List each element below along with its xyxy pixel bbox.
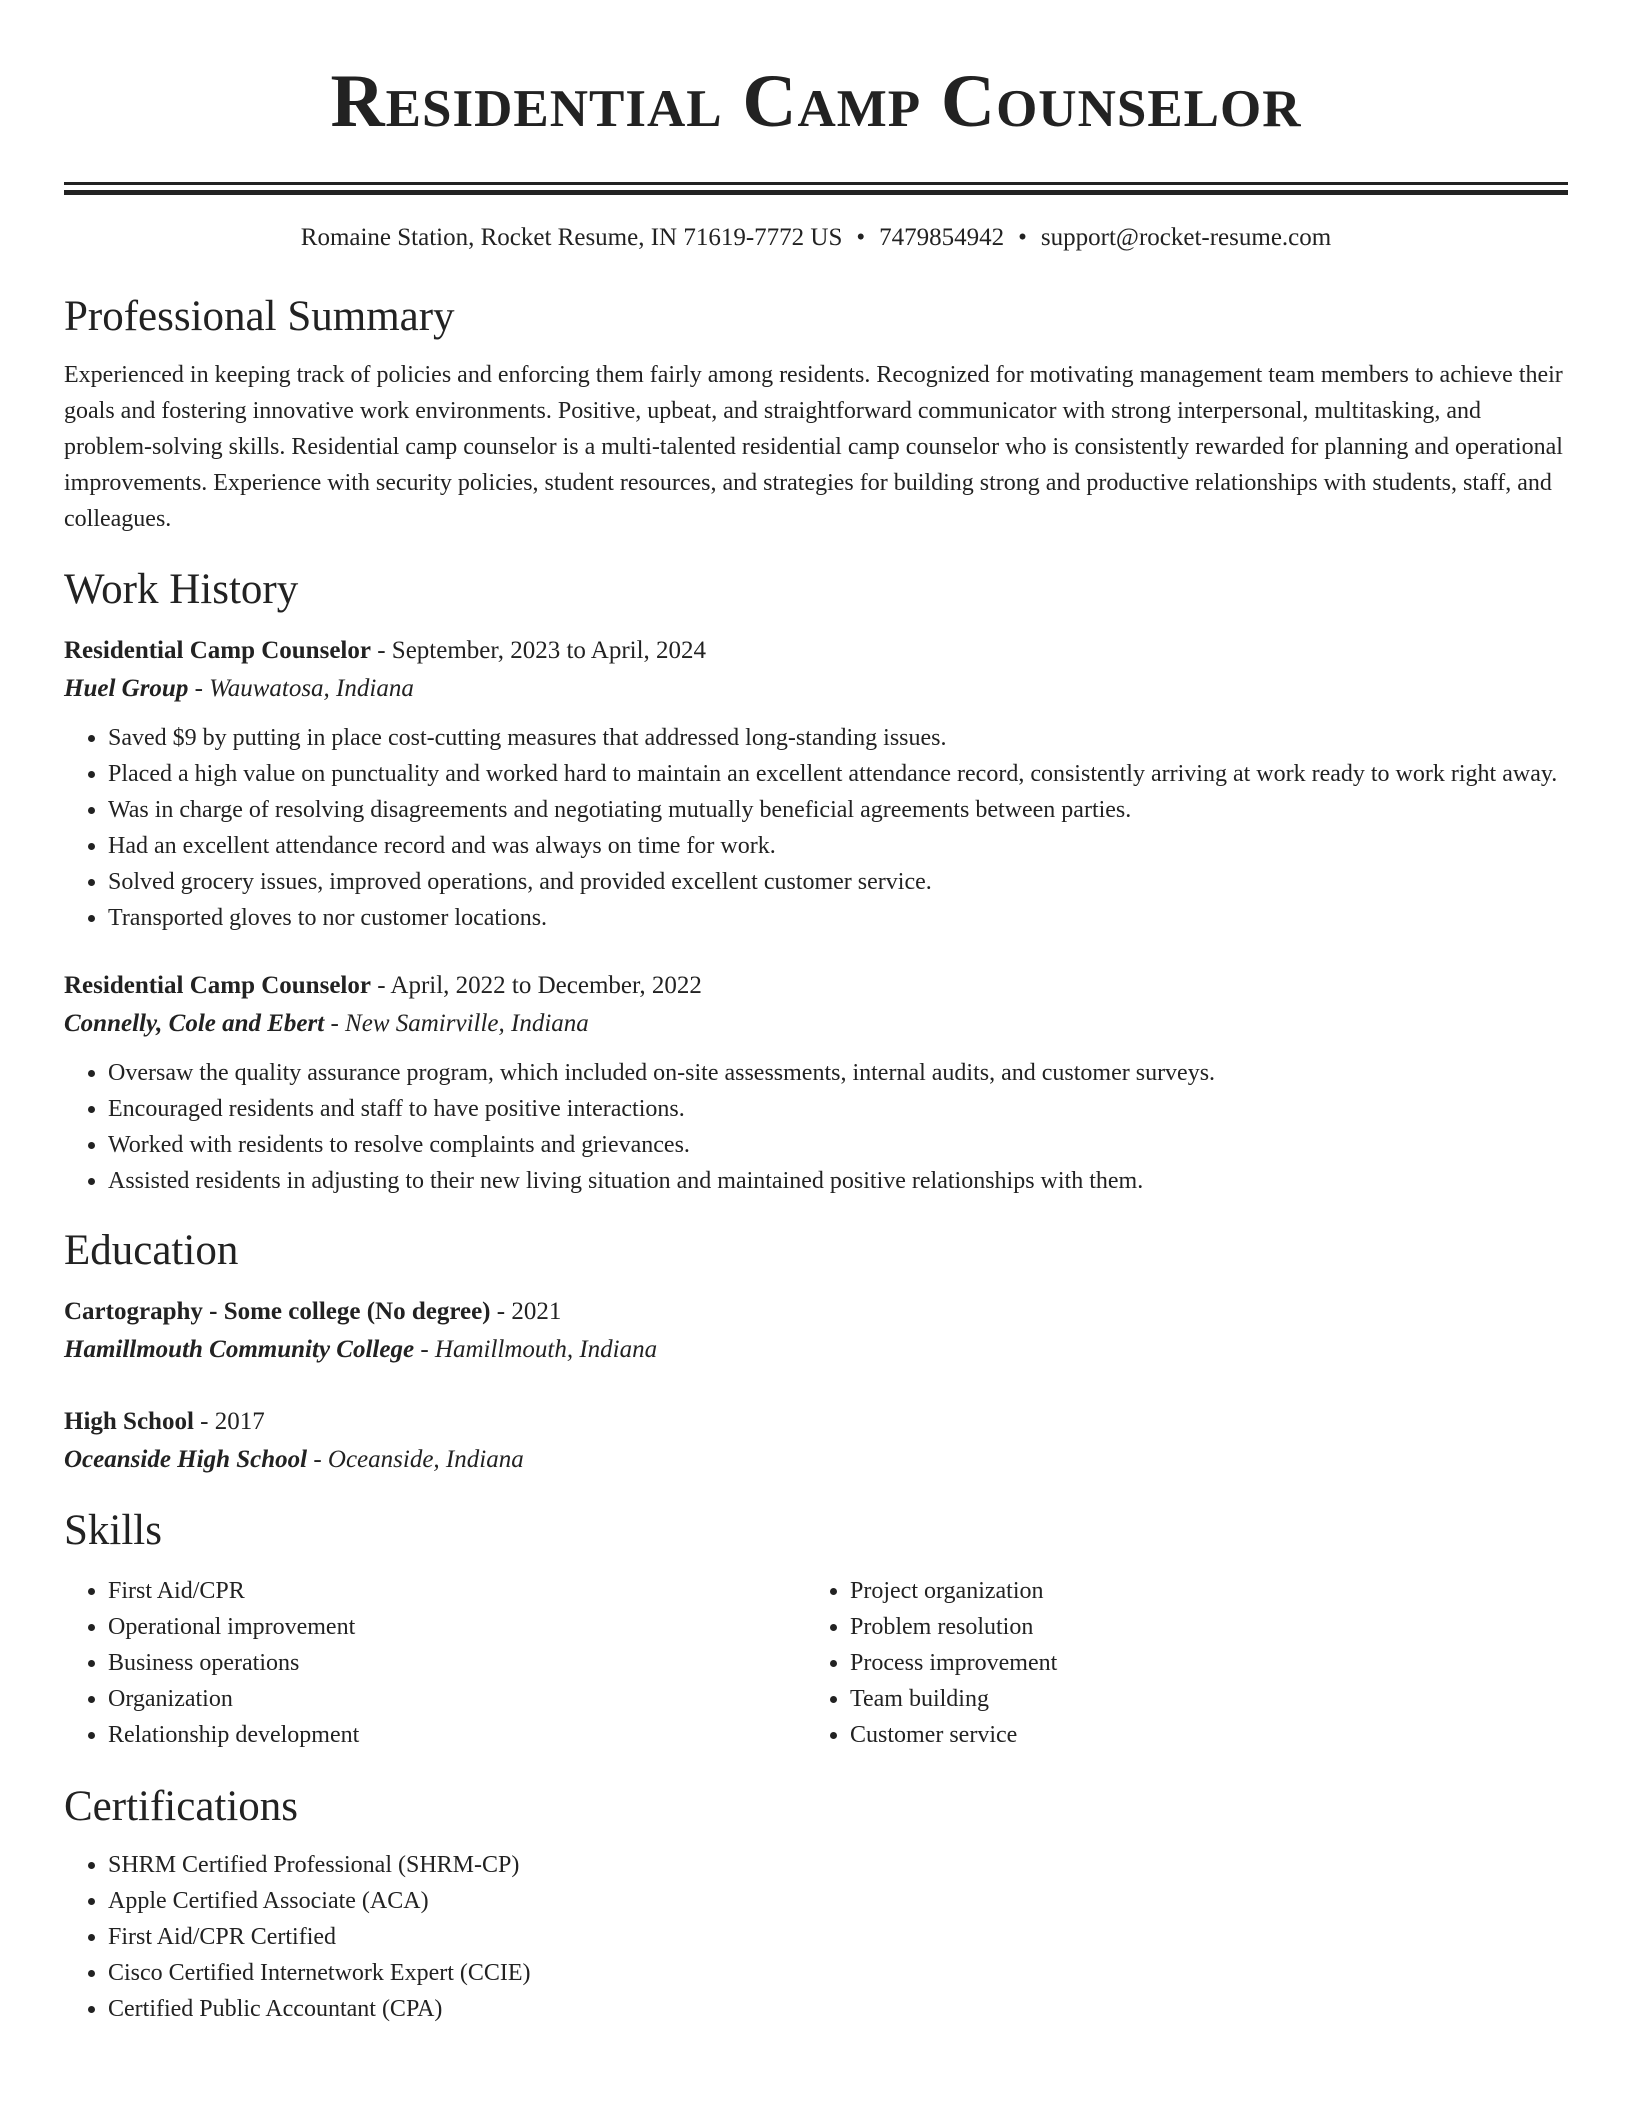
certification-item: • First Aid/CPR Certified	[108, 1919, 1568, 1955]
education-year: - 2017	[193, 1408, 265, 1435]
education-degree-line	[64, 1403, 1568, 1441]
skill-item: • Team building	[850, 1681, 1548, 1717]
education-school-line	[64, 1441, 1568, 1479]
skills-column-right	[806, 1573, 1548, 1753]
job-title-line	[64, 632, 1568, 670]
education-year: - 2021	[490, 1298, 562, 1325]
skill-item: • Relationship development	[108, 1717, 806, 1753]
education-school: Hamillmouth Community College	[64, 1336, 415, 1363]
job-company-line	[64, 1005, 1568, 1043]
skill-item: • Customer service	[850, 1717, 1548, 1753]
work-history-heading: Work History	[64, 566, 299, 613]
education-entry	[64, 1293, 1568, 1369]
contact-separator: •	[856, 224, 866, 251]
certification-item: • SHRM Certified Professional (SHRM-CP)	[108, 1847, 1568, 1883]
skill-item: • Operational improvement	[108, 1609, 806, 1645]
job-bullet: • Oversaw the quality assurance program, which included on-site assessments, internal audits, and customer surveys.	[108, 1055, 1568, 1091]
summary-heading: Professional Summary	[64, 293, 455, 340]
job-company-line	[64, 670, 1568, 708]
education-location: - Oceanside, Indiana	[307, 1446, 524, 1473]
certification-item: • Cisco Certified Internetwork Expert (CCIE)	[108, 1955, 1568, 1991]
resume-name: Residential Camp Counselor	[330, 60, 1302, 143]
job-dates: - April, 2022 to December, 2022	[370, 972, 702, 999]
education-school: Oceanside High School	[64, 1446, 308, 1473]
education-entry	[64, 1403, 1568, 1479]
job-bullet: • Transported gloves to nor customer locations.	[108, 900, 1568, 936]
certifications-list	[64, 1847, 1568, 2027]
job-bullet: • Assisted residents in adjusting to their new living situation and maintained positive relationships with them.	[108, 1163, 1568, 1199]
job-bullet: • Had an excellent attendance record and was always on time for work.	[108, 828, 1568, 864]
job-entry	[64, 967, 1568, 1199]
contact-address: Romaine Station, Rocket Resume, IN 71619-7772 US	[300, 224, 843, 251]
job-title: Residential Camp Counselor	[64, 972, 371, 999]
job-location: - New Samirville, Indiana	[324, 1010, 589, 1037]
education-location: - Hamillmouth, Indiana	[414, 1336, 658, 1363]
contact-email: support@rocket-resume.com	[1040, 224, 1332, 251]
contact-phone: 7479854942	[879, 224, 1005, 251]
skills-heading: Skills	[64, 1507, 162, 1554]
job-company: Connelly, Cole and Ebert	[64, 1010, 325, 1037]
job-title-line	[64, 967, 1568, 1005]
certifications-heading: Certifications	[64, 1783, 299, 1830]
job-bullet: • Solved grocery issues, improved operations, and provided excellent customer service.	[108, 864, 1568, 900]
education-degree: Cartography - Some college (No degree)	[64, 1298, 491, 1325]
certification-item: • Certified Public Accountant (CPA)	[108, 1991, 1568, 2027]
skill-item: • First Aid/CPR	[108, 1573, 806, 1609]
skill-item: • Organization	[108, 1681, 806, 1717]
skills-column-left	[64, 1573, 806, 1753]
job-company: Huel Group	[64, 675, 189, 702]
skill-item: • Process improvement	[850, 1645, 1548, 1681]
summary-text: Experienced in keeping track of policies and enforcing them fairly among residents. Recognized for motivating management team members to achieve their goals and fostering innovative work environments. Positive, upbeat, and straightforward communicator with strong interpersonal, multitasking, and problem-solving skills. Residential camp counselor is a multi-talented residential camp counselor who is consistently rewarded for planning and operational improvements. Experience with security policies, student resources, and strategies for building strong and productive relationships with students, staff, and colleagues.	[64, 362, 1563, 532]
education-degree: High School	[64, 1408, 194, 1435]
job-bullet: • Encouraged residents and staff to have positive interactions.	[108, 1091, 1568, 1127]
header-double-rule	[64, 182, 1568, 195]
skill-item: • Business operations	[108, 1645, 806, 1681]
job-dates: - September, 2023 to April, 2024	[370, 637, 707, 664]
job-bullet: • Worked with residents to resolve complaints and grievances.	[108, 1127, 1568, 1163]
job-location: - Wauwatosa, Indiana	[188, 675, 414, 702]
education-heading: Education	[64, 1227, 239, 1274]
certification-item: • Apple Certified Associate (ACA)	[108, 1883, 1568, 1919]
skills-grid	[64, 1573, 1568, 1753]
job-bullets	[64, 1055, 1568, 1199]
skill-item: • Project organization	[850, 1573, 1548, 1609]
job-bullet: • Placed a high value on punctuality and worked hard to maintain an excellent attendance record, consistently arriving at work ready to work right away.	[108, 756, 1568, 792]
contact-separator: •	[1018, 224, 1027, 251]
job-entry	[64, 632, 1568, 936]
skill-item: • Problem resolution	[850, 1609, 1548, 1645]
job-bullet: • Saved $9 by putting in place cost-cutting measures that addressed long-standing issues.	[108, 720, 1568, 756]
job-title: Residential Camp Counselor	[64, 637, 371, 664]
job-bullets	[64, 720, 1568, 936]
education-school-line	[64, 1331, 1568, 1369]
education-degree-line	[64, 1293, 1568, 1331]
job-bullet: • Was in charge of resolving disagreements and negotiating mutually beneficial agreements between parties.	[108, 792, 1568, 828]
contact-line	[64, 221, 1568, 255]
